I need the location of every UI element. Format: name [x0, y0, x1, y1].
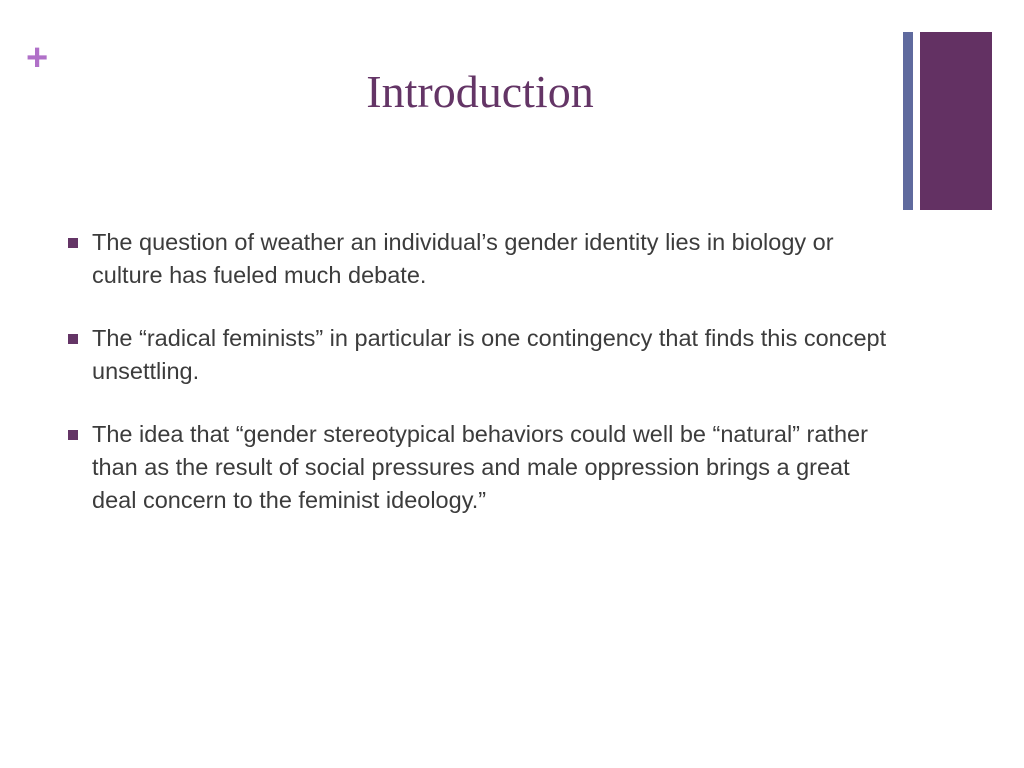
bullet-text: The “radical feminists” in particular is one contingency that finds this concept unsettling. — [92, 325, 887, 384]
bullet-text: The idea that “gender stereotypical behaviors could well be “natural” rather than as the result of social pressures and male oppression brings a great deal concern to the feminist ideology.” — [92, 421, 868, 513]
bullet-item — [66, 226, 896, 292]
bullet-item — [66, 322, 896, 388]
square-bullet-icon — [68, 430, 78, 440]
accent-bar-thin — [903, 32, 913, 210]
square-bullet-icon — [68, 238, 78, 248]
bullet-text: The question of weather an individual’s gender identity lies in biology or culture has fueled much debate. — [92, 229, 834, 288]
plus-icon: + — [26, 37, 49, 79]
accent-bar-thick — [920, 32, 992, 210]
square-bullet-icon — [68, 334, 78, 344]
bullet-list — [66, 226, 896, 547]
slide-title: Introduction — [366, 66, 594, 117]
bullet-item — [66, 418, 896, 517]
